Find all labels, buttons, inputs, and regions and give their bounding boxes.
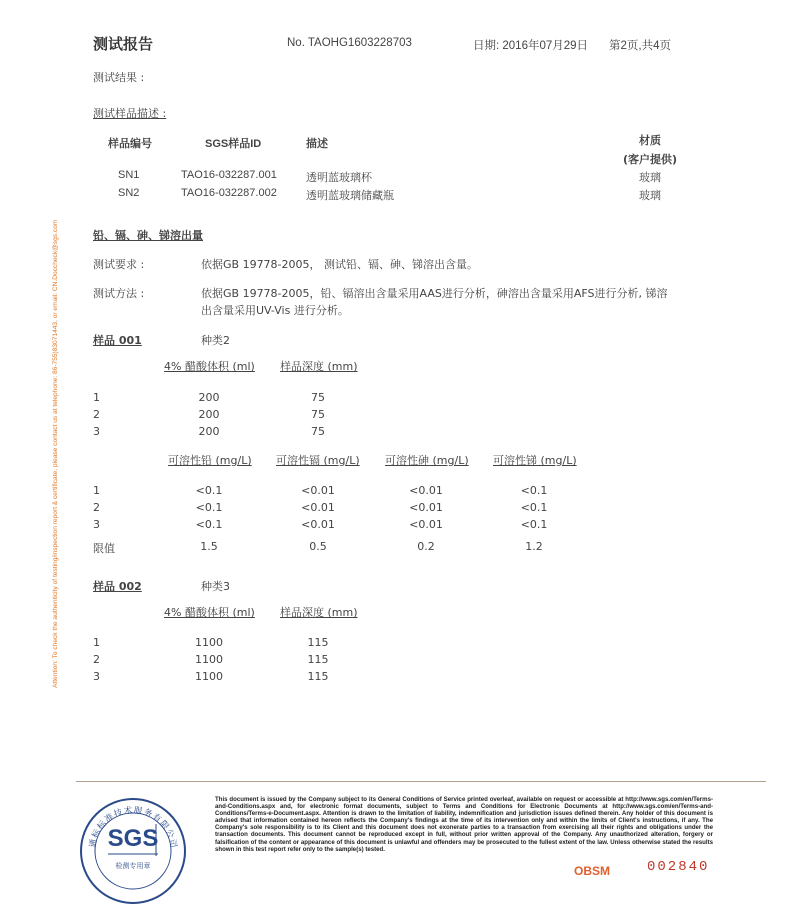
- col-sample-no: 样品编号: [108, 137, 152, 150]
- requirement-label: 测试要求 :: [93, 258, 145, 271]
- acid-volume-value: 1100: [195, 636, 223, 649]
- arsenic-value: <0.01: [409, 484, 443, 497]
- acid-volume-value: 200: [198, 408, 220, 421]
- report-title: 测试报告: [93, 35, 154, 53]
- sample-description: 透明蓝玻璃杯: [306, 171, 372, 184]
- sample-id: TAO16-032287.001: [181, 169, 277, 181]
- result-label: 测试结果 :: [93, 71, 145, 84]
- report-number: No. TAOHG1603228703: [287, 37, 412, 49]
- limit-label: 限值: [93, 542, 115, 555]
- sample-depth-value: 75: [311, 408, 325, 421]
- sample-depth-value: 115: [307, 653, 329, 666]
- col-soluble-arsenic: 可溶性砷 (mg/L): [385, 454, 469, 467]
- cadmium-value: <0.01: [301, 518, 335, 531]
- sample-material: 玻璃: [639, 171, 661, 184]
- col-soluble-antimony: 可溶性锑 (mg/L): [493, 454, 577, 467]
- authenticity-notice: Attention: To check the authenticity of testing/inspection report & certificate, please contact us at telephone: 86-755)83071443, or email: CN.Doccheck@sgs.com: [52, 219, 59, 688]
- svg-text:检测专用章: 检测专用章: [115, 862, 151, 870]
- lead-limit: 1.5: [200, 540, 218, 553]
- col-material-sub: (客户提供): [622, 153, 678, 166]
- row-number: 1: [93, 636, 100, 649]
- sgs-seal: [78, 796, 188, 906]
- page-indicator: 第2页,共4页: [609, 40, 671, 52]
- cadmium-limit: 0.5: [309, 540, 327, 553]
- section-title: 铅、镉、砷、锑溶出量: [93, 229, 203, 242]
- stamp-code: OBSM: [574, 864, 610, 878]
- col-sample-depth: 样品深度 (mm): [280, 360, 358, 373]
- sample-depth-value: 75: [311, 391, 325, 404]
- sample-no: SN2: [118, 187, 140, 199]
- arsenic-value: <0.01: [409, 501, 443, 514]
- sample-depth-value: 115: [307, 636, 329, 649]
- svg-text:通标标准技术服务有限公司: 通标标准技术服务有限公司: [87, 805, 179, 850]
- row-number: 2: [93, 408, 100, 421]
- col-soluble-lead: 可溶性铅 (mg/L): [168, 454, 252, 467]
- sample2-category: 种类3: [201, 580, 230, 593]
- sample-description: 透明蓝玻璃储藏瓶: [306, 189, 394, 202]
- lead-value: <0.1: [195, 518, 223, 531]
- col-soluble-cadmium: 可溶性镉 (mg/L): [276, 454, 360, 467]
- sample1-category: 种类2: [201, 334, 230, 347]
- col-description: 描述: [306, 137, 328, 150]
- serial-number: 002840: [647, 859, 710, 875]
- sample-desc-label: 测试样品描述 :: [93, 107, 167, 120]
- method-text-line1: 依据GB 19778-2005，铅、镉溶出含量采用AAS进行分析，砷溶出含量采用AFS进行分析, 锑溶: [201, 287, 668, 300]
- sgs-seal-icon: [78, 796, 188, 906]
- method-text-line2: 出含量采用UV-Vis 进行分析。: [201, 304, 349, 317]
- row-number: 3: [93, 425, 100, 438]
- row-number: 1: [93, 391, 100, 404]
- sample2-label: 样品 002: [93, 580, 142, 593]
- sample-material: 玻璃: [639, 189, 661, 202]
- cadmium-value: <0.01: [301, 501, 335, 514]
- row-number: 2: [93, 653, 100, 666]
- sample-no: SN1: [118, 169, 140, 181]
- col-sample-depth: 样品深度 (mm): [280, 606, 358, 619]
- sample-depth-value: 115: [307, 670, 329, 683]
- row-number: 2: [93, 501, 100, 514]
- svg-text:SGS: SGS: [107, 825, 159, 852]
- col-sgs-id: SGS样品ID: [205, 138, 262, 150]
- arsenic-limit: 0.2: [417, 540, 435, 553]
- acid-volume-value: 1100: [195, 670, 223, 683]
- method-label: 测试方法 :: [93, 287, 145, 300]
- col-material: 材质: [639, 134, 661, 147]
- antimony-value: <0.1: [520, 484, 548, 497]
- footer-divider: [76, 781, 766, 782]
- legal-disclaimer: This document is issued by the Company subject to its General Conditions of Service printed overleaf, available on request or accessible at http://www.sgs.com/en/Terms-and-Conditions.aspx and, for electronic format documents, subject to Terms and Conditions for Electronic Documents at http://www.sgs.com/en/Terms-and-Conditions/Terms-e-Document.aspx. Attention is drawn to the limitation of liability, indemnification and jurisdiction issues defined therein. Any holder of this document is advised that information contained hereon reflects the Company's findings at the time of its intervention only and within the limits of Client's instructions, if any. The Company's sole responsibility is to its Client and this document does not exonerate parties to a transaction from exercising all their rights and obligations under the transaction documents. This document cannot be reproduced except in full, without prior written approval of the Company. Any unauthorized alteration, forgery or falsification of the content or appearance of this document is unlawful and offenders may be prosecuted to the fullest extent of the law. Unless otherwise stated the results shown in this test report refer only to the sample(s) tested.: [215, 796, 713, 853]
- report-date: 日期: 2016年07月29日: [473, 40, 589, 52]
- sample-id: TAO16-032287.002: [181, 187, 277, 199]
- row-number: 3: [93, 670, 100, 683]
- lead-value: <0.1: [195, 501, 223, 514]
- acid-volume-value: 200: [198, 425, 220, 438]
- sample1-label: 样品 001: [93, 334, 142, 347]
- lead-value: <0.1: [195, 484, 223, 497]
- antimony-value: <0.1: [520, 518, 548, 531]
- acid-volume-value: 1100: [195, 653, 223, 666]
- row-number: 3: [93, 518, 100, 531]
- row-number: 1: [93, 484, 100, 497]
- requirement-text: 依据GB 19778-2005， 测试铅、镉、砷、锑溶出含量。: [201, 258, 479, 271]
- sample-depth-value: 75: [311, 425, 325, 438]
- acid-volume-value: 200: [198, 391, 220, 404]
- col-acid-volume: 4% 醋酸体积 (ml): [164, 606, 255, 619]
- arsenic-value: <0.01: [409, 518, 443, 531]
- col-acid-volume: 4% 醋酸体积 (ml): [164, 360, 255, 373]
- antimony-value: <0.1: [520, 501, 548, 514]
- cadmium-value: <0.01: [301, 484, 335, 497]
- antimony-limit: 1.2: [525, 540, 543, 553]
